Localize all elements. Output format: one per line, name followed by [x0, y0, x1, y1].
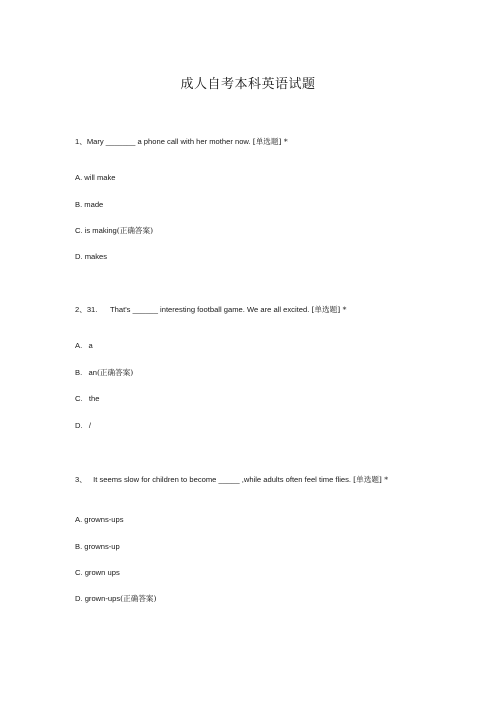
question-type-tag: [单选题] * — [311, 305, 347, 314]
question-text: 2、31. That's ______ interesting football game. We are all excited. — [75, 305, 310, 314]
option-text: B. an — [75, 368, 97, 377]
question-3-option-b — [75, 542, 120, 552]
question-2-option-c — [75, 394, 99, 404]
option-text: C. grown ups — [75, 568, 120, 577]
question-type-tag: [单选题] * — [353, 475, 389, 484]
question-3-option-d — [75, 594, 156, 604]
question-text: 1、Mary _______ a phone call with her mother now. — [75, 137, 251, 146]
question-1-option-a — [75, 173, 116, 183]
option-text: C. is making — [75, 226, 117, 235]
option-text: A. growns-ups — [75, 515, 124, 524]
question-1-option-c — [75, 226, 153, 236]
question-text: 3、 It seems slow for children to become _____ ,while adults often feel time flies. — [75, 475, 352, 484]
question-1-option-b — [75, 200, 103, 210]
option-text: C. the — [75, 394, 100, 403]
option-text: B. made — [75, 200, 104, 209]
question-3-stem — [75, 475, 388, 485]
question-1-option-d — [75, 252, 107, 262]
question-type-tag: [单选题] * — [252, 137, 288, 146]
question-1-stem — [75, 137, 288, 147]
option-text: B. growns-up — [75, 542, 120, 551]
question-2-stem — [75, 305, 346, 315]
option-text: D. grown-ups — [75, 594, 121, 603]
correct-answer-note: (正确答案) — [120, 594, 157, 603]
question-3-option-c — [75, 568, 120, 578]
correct-answer-note: (正确答案) — [96, 368, 134, 377]
correct-answer-note: (正确答案) — [116, 226, 154, 235]
question-2-option-b — [75, 368, 133, 378]
question-2-option-a — [75, 341, 93, 351]
option-text: A. will make — [75, 173, 116, 182]
page-title: 成人自考本科英语试题 — [180, 77, 316, 92]
question-3-option-a — [75, 515, 124, 525]
question-2-option-d — [75, 421, 91, 431]
option-text: A. a — [75, 341, 93, 350]
option-text: D. / — [75, 421, 92, 430]
option-text: D. makes — [75, 252, 108, 261]
